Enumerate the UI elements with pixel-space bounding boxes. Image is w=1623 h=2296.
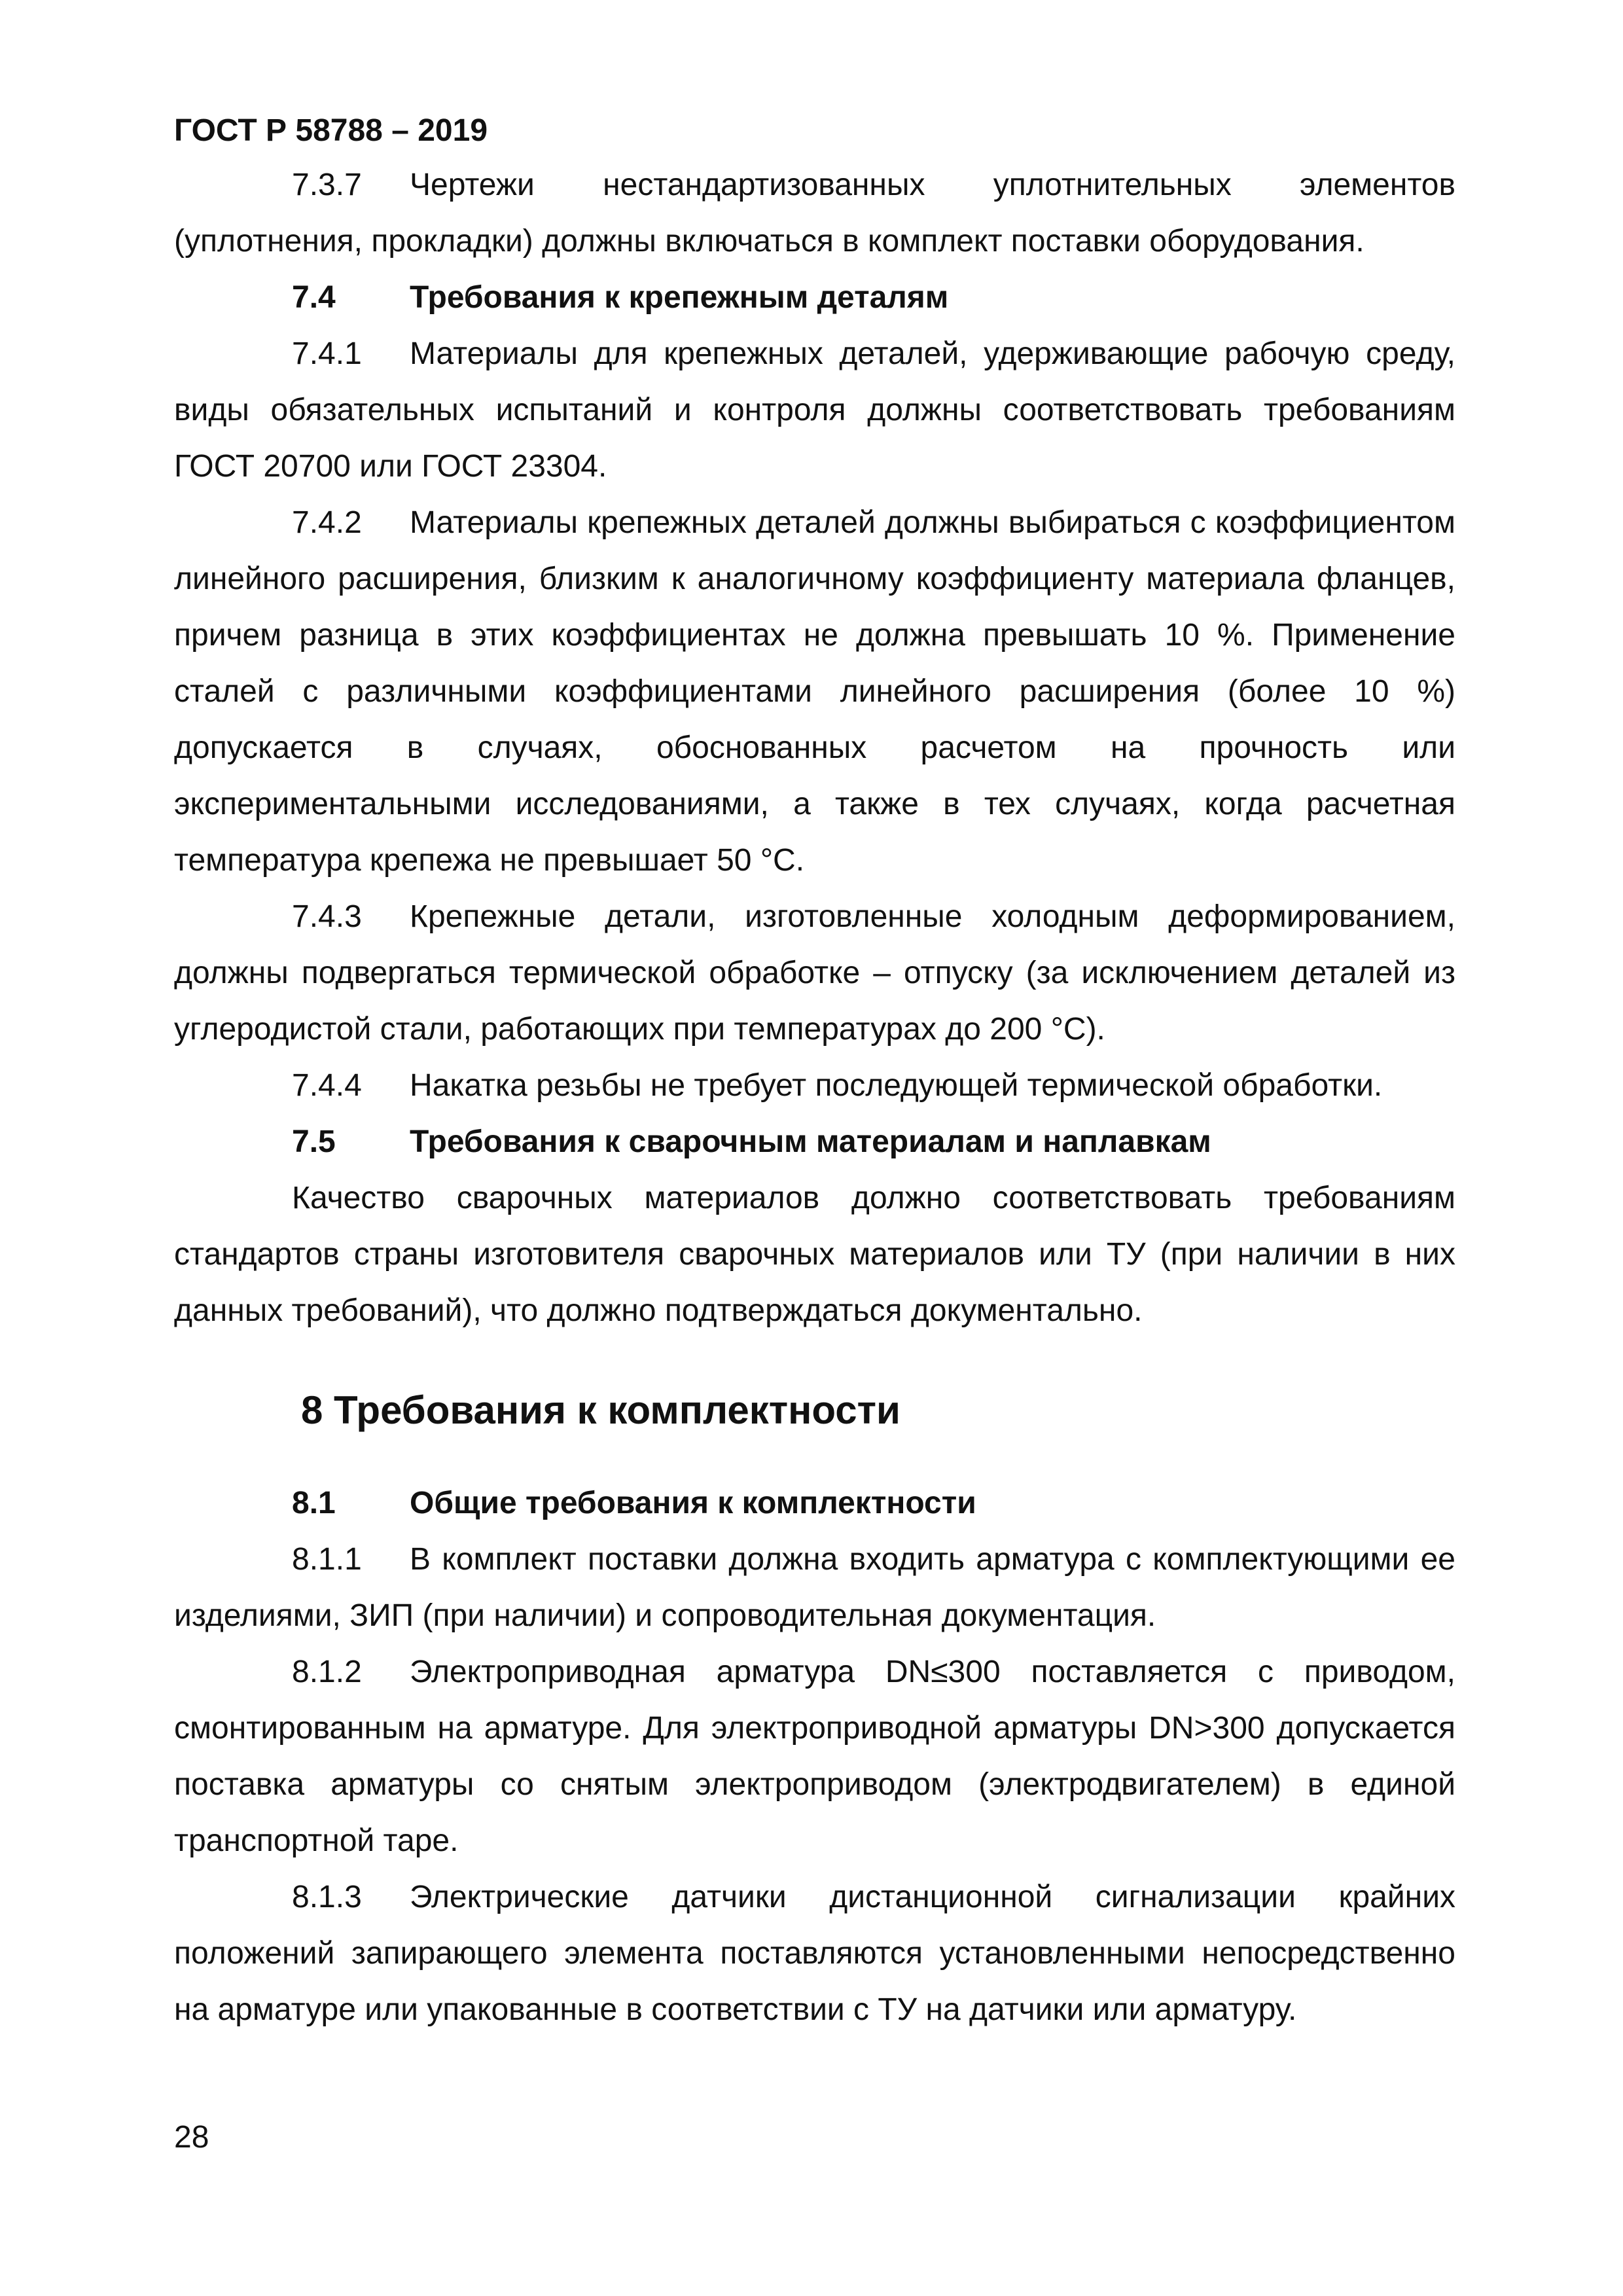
clause-7-4-1 bbox=[174, 326, 1455, 495]
chapter-heading-8 bbox=[174, 1382, 1455, 1439]
clause-8-1-3 bbox=[174, 1869, 1455, 2038]
clause-text: Электрические датчики дистанционной сигнализации крайних положений запирающего элемента поставляются установленными непосредственно на арматуре или упакованные в соответствии с ТУ на датчики или арматуру. bbox=[174, 1880, 1455, 2027]
section-title: Общие требования к комплектности bbox=[410, 1486, 976, 1520]
page-content bbox=[174, 157, 1455, 2038]
section-title: Требования к крепежным деталям bbox=[410, 280, 949, 315]
paragraph-text: Качество сварочных материалов должно соответствовать требованиям стандартов страны изготовителя сварочных материалов или ТУ (при наличии в них данных требований), что должно подтверждаться документально. bbox=[174, 1181, 1455, 1328]
clause-text: В комплект поставки должна входить арматура с комплектующими ее изделиями, ЗИП (при наличии) и сопроводительная документация. bbox=[174, 1542, 1455, 1633]
clause-number: 8.1.2 bbox=[292, 1655, 362, 1689]
clause-number: 7.4.1 bbox=[292, 336, 362, 371]
clause-text: Материалы для крепежных деталей, удерживающие рабочую среду, виды обязательных испытаний и контроля должны соответствовать требованиям ГОСТ 20700 или ГОСТ 23304. bbox=[174, 336, 1455, 484]
chapter-number: 8 bbox=[301, 1388, 323, 1432]
clause-7-4-3 bbox=[174, 889, 1455, 1058]
clause-text: Материалы крепежных деталей должны выбираться с коэффициентом линейного расширения, близким к аналогичному коэффициенту материала фланцев, причем разница в этих коэффициентах не должна превышать 10 %. Применение сталей с различными коэффициентами линейного расширения (более 10 %) допускается в случаях, обоснованных расчетом на прочность или экспериментальными исследованиями, а также в тех случаях, когда расчетная температура крепежа не превышает 50 °С. bbox=[174, 505, 1455, 878]
clause-text: Электроприводная арматура DN≤300 поставляется с приводом, смонтированным на арматуре. Для электроприводной арматуры DN>300 допускается поставка арматуры со снятым электроприводом (электродвигателем) в единой транспортной таре. bbox=[174, 1655, 1455, 1858]
clause-number: 7.4.4 bbox=[292, 1068, 362, 1103]
clause-number: 8.1.3 bbox=[292, 1880, 362, 1914]
clause-8-1-2 bbox=[174, 1644, 1455, 1869]
page-number: 28 bbox=[174, 2120, 209, 2155]
section-number: 8.1 bbox=[292, 1486, 336, 1520]
clause-number: 7.4.2 bbox=[292, 505, 362, 540]
clause-number: 8.1.1 bbox=[292, 1542, 362, 1577]
clause-text: Чертежи нестандартизованных уплотнительных элементов (уплотнения, прокладки) должны включаться в комплект поставки оборудования. bbox=[174, 168, 1455, 259]
spacer bbox=[174, 1439, 1455, 1475]
clause-8-1-1 bbox=[174, 1532, 1455, 1644]
clause-7-3-7 bbox=[174, 157, 1455, 270]
clause-7-4-4 bbox=[174, 1058, 1455, 1114]
spacer bbox=[174, 1339, 1455, 1382]
section-heading-8-1 bbox=[174, 1475, 1455, 1532]
section-heading-7-5 bbox=[174, 1114, 1455, 1170]
clause-text: Крепежные детали, изготовленные холодным деформированием, должны подвергаться термической обработке – отпуску (за исключением деталей из углеродистой стали, работающих при температурах до 200 °С). bbox=[174, 899, 1455, 1047]
clause-number: 7.3.7 bbox=[292, 168, 362, 202]
section-number: 7.5 bbox=[292, 1124, 336, 1159]
clause-number: 7.4.3 bbox=[292, 899, 362, 934]
section-title: Требования к сварочным материалам и наплавкам bbox=[410, 1124, 1211, 1159]
document-header: ГОСТ Р 58788 – 2019 bbox=[174, 113, 488, 148]
clause-7-4-2 bbox=[174, 495, 1455, 889]
paragraph-welding-quality bbox=[174, 1170, 1455, 1339]
section-number: 7.4 bbox=[292, 280, 336, 315]
section-heading-7-4 bbox=[174, 270, 1455, 326]
chapter-title: Требования к комплектности bbox=[334, 1388, 901, 1432]
clause-text: Накатка резьбы не требует последующей термической обработки. bbox=[410, 1068, 1383, 1103]
